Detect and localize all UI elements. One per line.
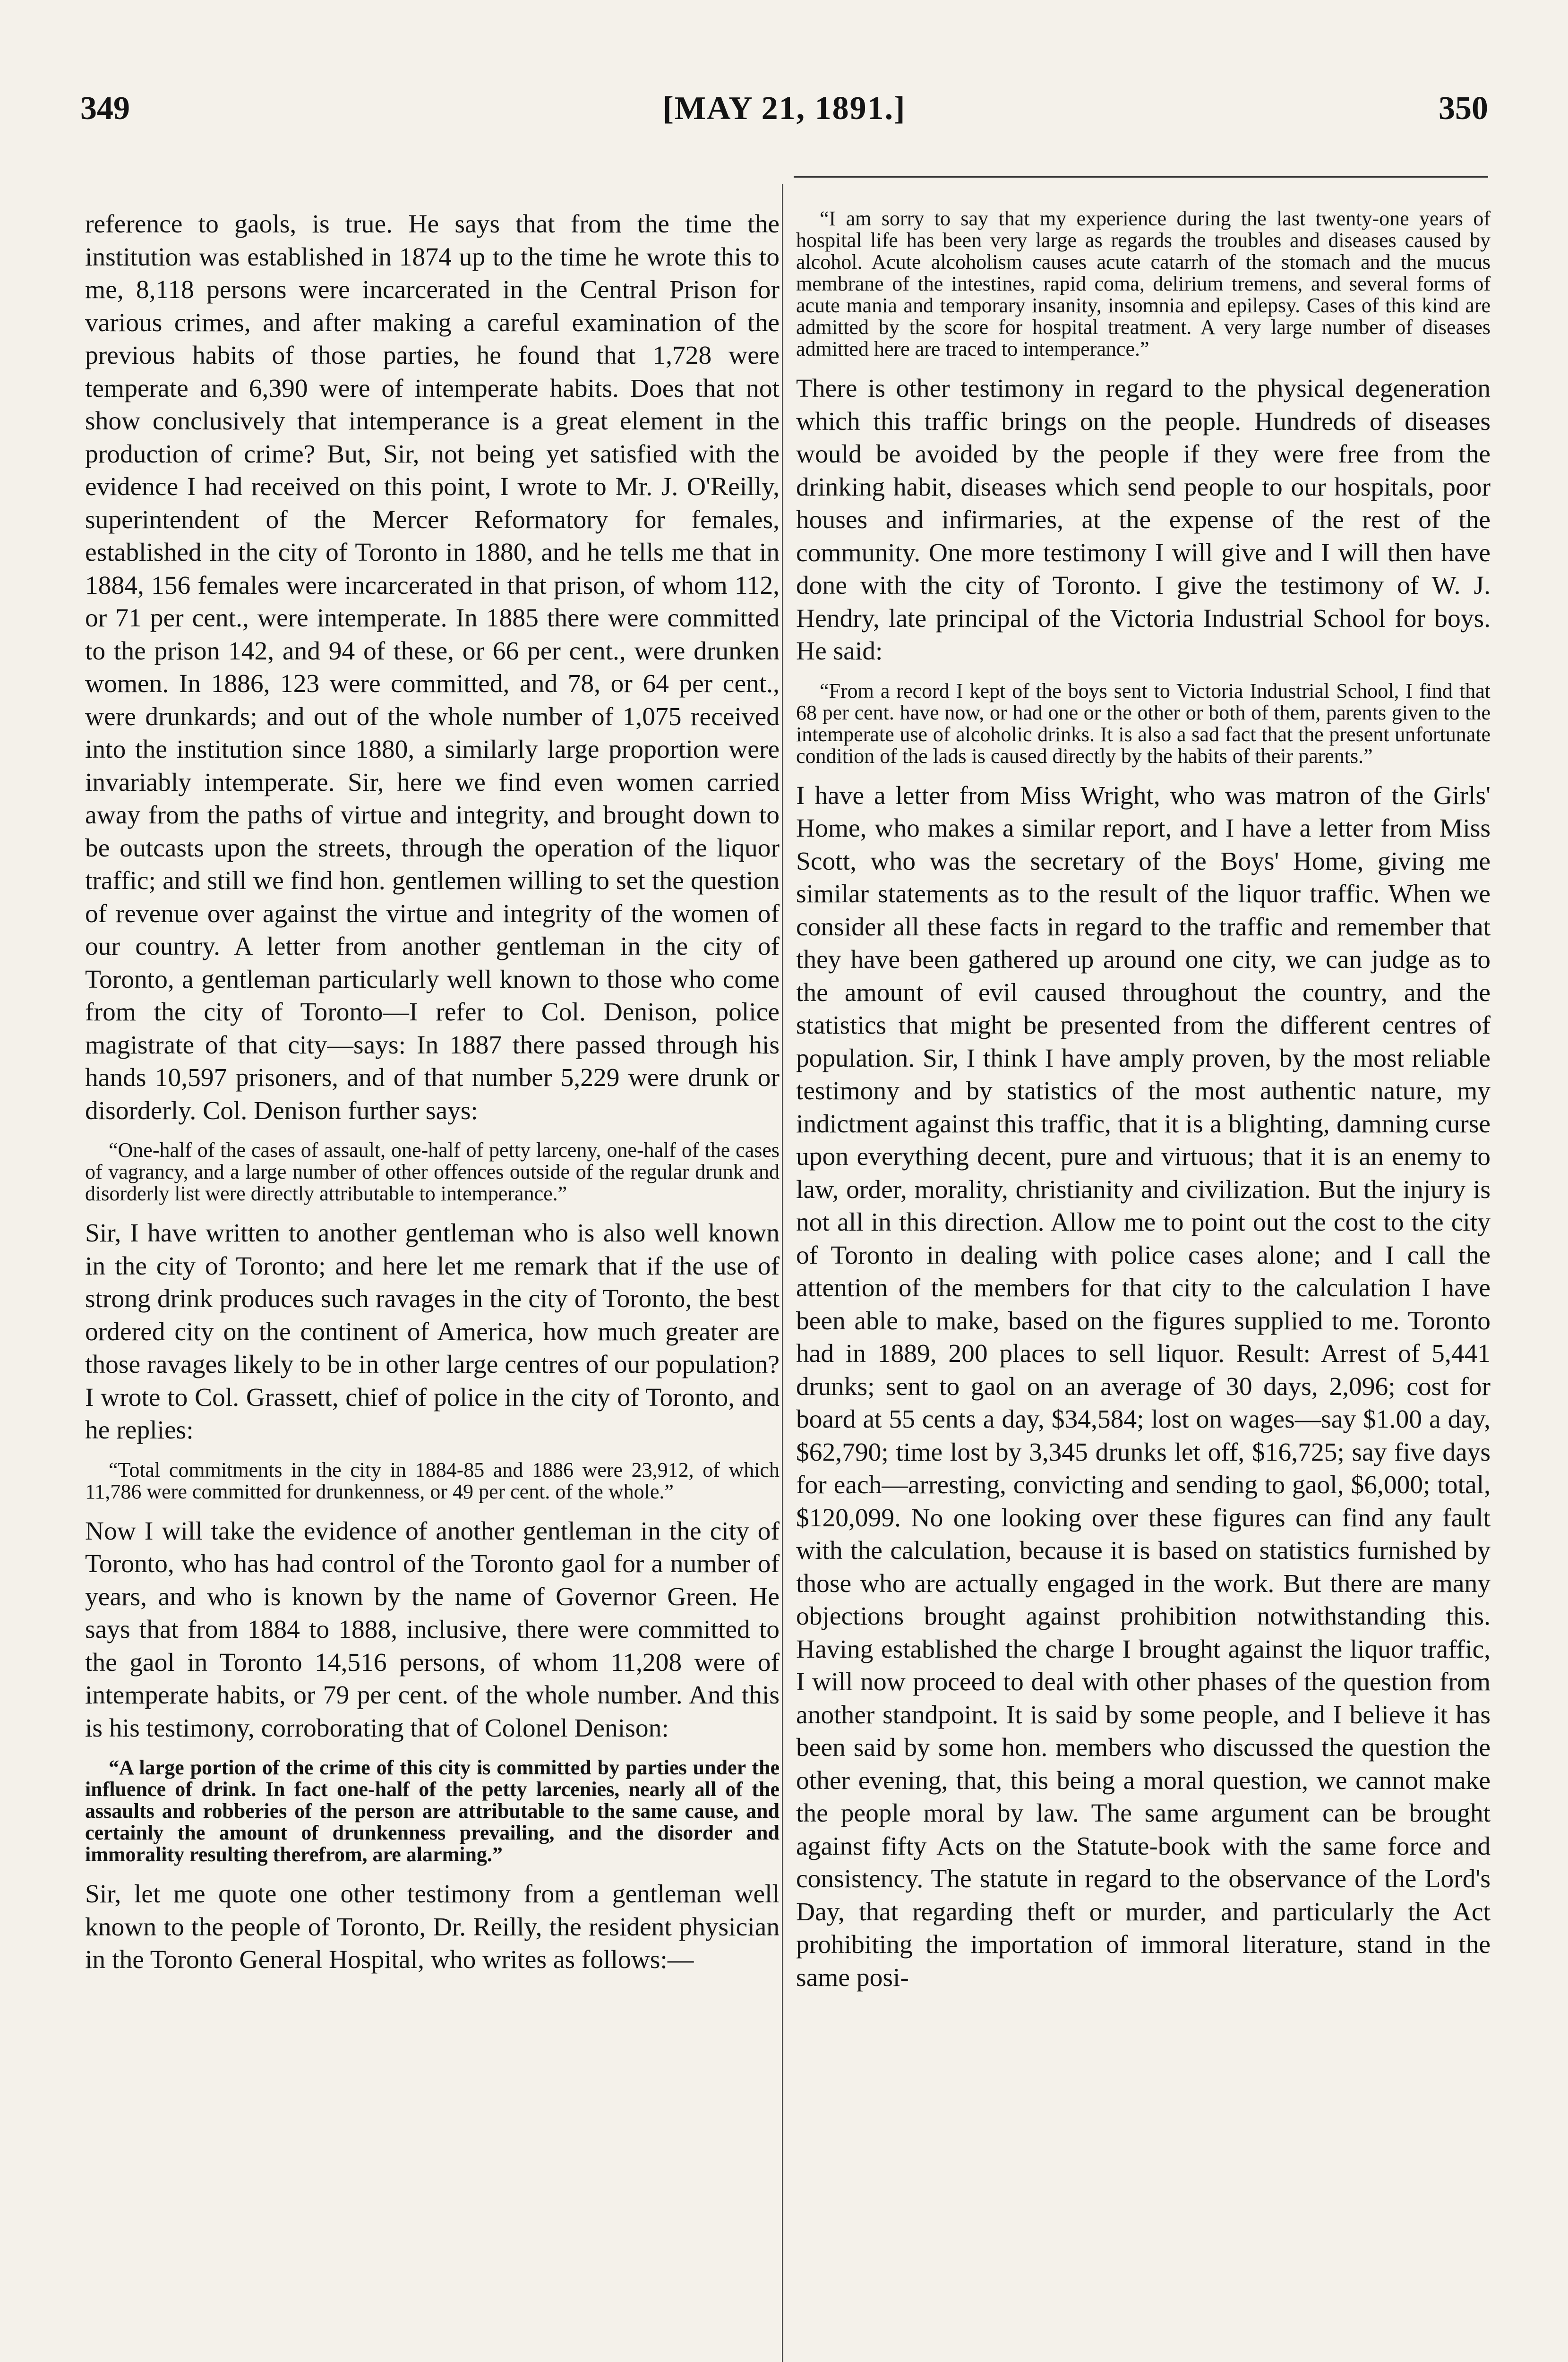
page-header (80, 90, 1488, 146)
right-paragraph-2: I have a letter from Miss Wright, who was matron of the Girls' Home, who makes a similar report, and I have a letter from Miss Scott, who was the secretary of the Boys' Home, giving me similar statements as to the result of the liquor traffic. When we consider all these facts in regard to the traffic and remember that they have been gathered up around one city, we can judge as to the amount of evil caused throughout the country, and the statistics that might be presented from the different centres of population. Sir, I think I have amply proven, by the most reliable testimony and by statistics of the most authentic nature, my indictment against this traffic, that it is a blighting, damning curse upon everything decent, pure and virtuous; that it is an enemy to law, order, morality, christianity and civilization. But the injury is not all in this direction. Allow me to point out the cost to the city of Toronto in dealing with police cases alone; and I call the attention of the members for that city to the calculation I have been able to make, based on the figures supplied to me. Toronto had in 1889, 200 places to sell liquor. Result: Arrest of 5,441 drunks; sent to gaol on an average of 30 days, 2,096; cost for board at 55 cents a day, $34,584; lost on wages—say $1.00 a day, $62,790; time lost by 3,345 drunks let off, $16,725; say five days for each—arresting, convicting and sending to gaol, $6,000; total, $120,099. No one looking over these figures can find any fault with the calculation, because it is based on statistics furnished by those who are actually engaged in the work. But there are many objections brought against prohibition notwithstanding this. Having established the charge I brought against the liquor traffic, I will now proceed to deal with other phases of the question from another standpoint. It is said by some people, and I believe it has been said by some hon. members who discussed the question the other evening, that, this being a moral question, we cannot make the people moral by law. The same argument can be brought against fifty Acts on the Statute-book with the same force and consistency. The statute in regard to the observance of the Lord's Day, that regarding theft or murder, and particularly the Act prohibiting the importation of immoral literature, stand in the same posi- (796, 781, 1491, 1992)
right-quote-hendry: “From a record I kept of the boys sent to Victoria Industrial School, I find that 68 per cent. have now, or had one or the other or both of them, parents given to the intemperate use of alcoholic drinks. It is also a sad fact that the present unfortunate condition of the lads is caused directly by the habits of their parents.” (796, 679, 1491, 768)
left-quote-green: “A large portion of the crime of this city is committed by parties under the influence of drink. In fact one-half of the petty larcenies, nearly all of the assaults and robberies of the person are attributable to the same cause, and certainly the amount of drunkenness prevailing, and the disorder and immorality resulting therefrom, are alarming.” (85, 1756, 780, 1866)
header-date: [MAY 21, 1891.] (662, 90, 906, 127)
left-paragraph-1: reference to gaols, is true. He says that from the time the institution was established in 1874 up to the time he wrote this to me, 8,118 persons were incarcerated in the Central Prison for various crimes, and after making a careful examination of the previous habits of those parties, he found that 1,728 were temperate and 6,390 were of intemperate habits. Does that not show conclusively that intemperance is a great element in the production of crime? But, Sir, not being yet satisfied with the evidence I had received on this point, I wrote to Mr. J. O'Reilly, superintendent of the Mercer Reformatory for females, established in the city of Toronto in 1880, and he tells me that in 1884, 156 females were incarcerated in that prison, of whom 112, or 71 per cent., were intemperate. In 1885 there were committed to the prison 142, and 94 of these, or 66 per cent., were drunken women. In 1886, 123 were committed, and 78, or 64 per cent., were drunkards; and out of the whole number of 1,075 received into the institution since 1880, a similarly large proportion were invariably intemperate. Sir, here we find even women carried away from the paths of virtue and integrity, and brought down to be outcasts upon the streets, through the operation of the liquor traffic; and still we find hon. gentlemen willing to set the question of revenue over against the virtue and integrity of the women of our country. A letter from another gentleman in the city of Toronto, a gentleman particularly well known to those who come from the city of Toronto—I refer to Col. Denison, police magistrate of that city—says: In 1887 there passed through his hands 10,597 prisoners, and of that number 5,229 were drunk or disorderly. Col. Denison further says: (85, 210, 780, 1125)
left-column (85, 208, 780, 1977)
page-number-left: 349 (80, 90, 130, 127)
right-paragraph-1: There is other testimony in regard to the physical degeneration which this traffic brings on the people. Hundreds of diseases would be avoided by the people if they were free from the drinking habit, diseases which send people to our hospitals, poor houses and infirmaries, at the expense of the rest of the community. One more testimony I will give and I will then have done with the city of Toronto. I give the testimony of W. J. Hendry, late principal of the Victoria Industrial School for boys. He said: (796, 374, 1491, 666)
left-paragraph-4: Sir, let me quote one other testimony from a gentleman well known to the people of Toronto, Dr. Reilly, the resident physician in the Toronto General Hospital, who writes as follows:— (85, 1880, 780, 1974)
right-column (796, 208, 1491, 1994)
left-paragraph-2: Sir, I have written to another gentleman who is also well known in the city of Toronto; and here let me remark that if the use of strong drink produces such ravages in the city of Toronto, the best ordered city on the continent of America, how much greater are those ravages likely to be in other large centres of our population? I wrote to Col. Grassett, chief of police in the city of Toronto, and he replies: (85, 1219, 780, 1445)
left-quote-denison: “One-half of the cases of assault, one-half of petty larceny, one-half of the cases of vagrancy, and a large number of other offences outside of the regular drunk and disorderly list were directly attributable to intemperance.” (85, 1138, 780, 1205)
left-paragraph-3: Now I will take the evidence of another gentleman in the city of Toronto, who has had control of the Toronto gaol for a number of years, and who is known by the name of Governor Green. He says that from 1884 to 1888, inclusive, there were committed to the gaol in Toronto 14,516 persons, of whom 11,208 were of intemperate habits, or 79 per cent. of the whole number. And this is his testimony, corroborating that of Colonel Denison: (85, 1516, 780, 1743)
page-number-right: 350 (1439, 90, 1488, 127)
column-divider (782, 184, 783, 2362)
left-quote-grassett: “Total commitments in the city in 1884-85 and 1886 were 23,912, of which 11,786 were committed for drunkenness, or 49 per cent. of the whole.” (85, 1458, 780, 1503)
header-rule (794, 176, 1488, 178)
right-quote-reilly: “I am sorry to say that my experience during the last twenty-one years of hospital life has been very large as regards the troubles and diseases caused by alcohol. Acute alcoholism causes acute catarrh of the stomach and the mucus membrane of the intestines, rapid coma, delirium tremens, and several forms of acute mania and temporary insanity, insomnia and epilepsy. Cases of this kind are admitted by the score for hospital treatment. A very large number of diseases admitted here are traced to intemperance.” (796, 207, 1491, 360)
